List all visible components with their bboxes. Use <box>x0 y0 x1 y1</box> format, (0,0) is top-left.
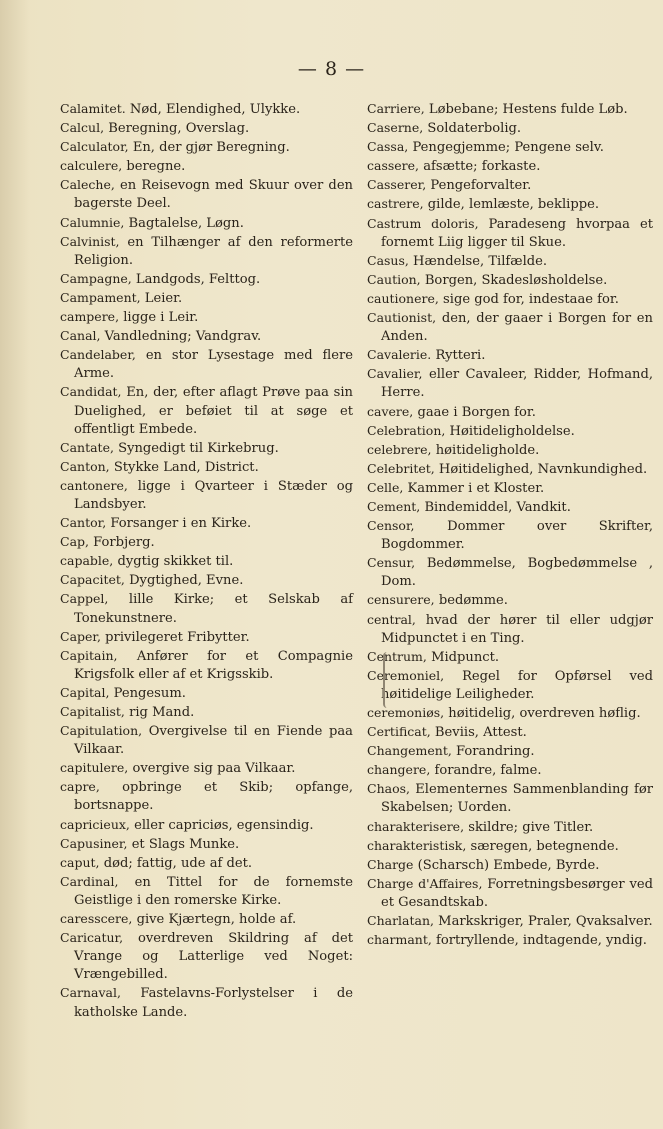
dictionary-entry <box>367 100 653 119</box>
entry-definition: Forretningsbesørger ved et Gesandtskab. <box>381 876 653 910</box>
entry-definition: forandre, falme. <box>434 763 542 779</box>
dictionary-entry <box>367 591 653 610</box>
dictionary-entry <box>60 138 353 157</box>
entry-definition: Midpunct. <box>431 649 500 665</box>
entry-definition: Dygtighed, Evne. <box>129 573 244 589</box>
dictionary-entry <box>60 533 353 552</box>
entry-term: charmant, <box>367 932 432 948</box>
entry-term: Changement, <box>367 743 452 759</box>
entry-definition: dygtig skikket til. <box>117 554 234 570</box>
dictionary-entry <box>60 984 353 1021</box>
entry-term: Capitalist, <box>60 704 125 719</box>
entry-term: Celebritet, <box>367 460 435 476</box>
entry-term: ceremoniøs, <box>367 705 445 720</box>
dictionary-entry <box>367 780 653 817</box>
dictionary-entry <box>367 498 653 517</box>
entry-term: Capitulation, <box>60 723 143 739</box>
dictionary-entry <box>60 157 353 176</box>
entry-definition: lille Kirke; et Selskab af Tonekunstnere. <box>74 592 353 626</box>
dictionary-entry <box>60 759 353 778</box>
dictionary-entry <box>60 628 353 647</box>
entry-term: Cardinal, <box>60 873 119 889</box>
entry-definition: skildre; give Titler. <box>468 819 594 835</box>
entry-term: Charge <box>367 856 414 872</box>
entry-definition: afsætte; forkaste. <box>423 159 541 175</box>
entry-definition: Forsanger i en Kirke. <box>110 516 252 532</box>
entry-term: Censor, <box>367 518 415 534</box>
entry-definition: Soldaterbolig. <box>427 121 522 137</box>
dictionary-entry <box>367 403 653 422</box>
entry-definition: Landgods, Felttog. <box>135 271 261 287</box>
entry-term: Ceremoniel, <box>367 667 445 683</box>
dictionary-entry <box>367 346 653 365</box>
entry-term: Cavalerie. <box>367 347 432 363</box>
dictionary-entry <box>367 761 653 780</box>
dictionary-entry <box>60 214 353 233</box>
dictionary-entry <box>60 289 353 308</box>
entry-definition: bedømme. <box>438 593 508 609</box>
dictionary-entry <box>367 176 653 195</box>
dictionary-entry <box>367 157 653 176</box>
entry-definition: Bedømmelse, Bogbedømmelse , Dom. <box>381 556 653 590</box>
dictionary-entry <box>60 778 353 815</box>
entry-term: cavere, <box>367 403 414 419</box>
dictionary-entry <box>367 290 653 309</box>
entry-term: cautionere, <box>367 290 439 306</box>
entry-definition: Leier. <box>144 290 183 306</box>
entry-definition: eller capriciøs, egensindig. <box>134 817 314 833</box>
dictionary-entry <box>60 176 353 213</box>
entry-term: capitulere, <box>60 760 129 776</box>
entry-term: Capitain, <box>60 647 118 663</box>
dictionary-entry <box>60 327 353 346</box>
dictionary-entry <box>367 365 653 402</box>
entry-term: central, <box>367 611 416 627</box>
entry-definition: ligge i Leir. <box>123 310 199 326</box>
entry-term: censurere, <box>367 592 435 608</box>
entry-definition: Forandring. <box>456 744 535 760</box>
entry-definition: Nød, Elendighed, Ulykke. <box>129 102 301 117</box>
entry-term: capricieux, <box>60 816 130 832</box>
entry-term: Capusiner, <box>60 835 128 851</box>
dictionary-entry <box>60 308 353 327</box>
entry-term: Censur, <box>367 555 416 571</box>
entry-term: charakteristisk, <box>367 837 467 853</box>
entry-term: Candidat, <box>60 384 122 400</box>
dictionary-entry <box>60 910 353 929</box>
entry-definition: et Slags Munke. <box>131 836 240 852</box>
dictionary-entry <box>60 703 353 722</box>
entry-term: capre, <box>60 779 100 795</box>
entry-term: Capital, <box>60 684 110 700</box>
entry-definition: Høitidelighed, Navnkundighed. <box>438 461 648 477</box>
entry-definition: en Reisevogn med Skuur over den bagerste Deel. <box>74 178 353 212</box>
dictionary-entry <box>367 309 653 346</box>
entry-term: Casserer, <box>367 177 427 193</box>
dictionary-entry <box>60 270 353 289</box>
entry-term: capable, <box>60 553 114 569</box>
dictionary-entry <box>60 100 353 119</box>
entry-definition: gilde, lemlæste, beklippe. <box>427 197 600 213</box>
entry-term: calculere, <box>60 158 123 174</box>
entry-definition: Pengegjemme; Pengene selv. <box>412 140 604 156</box>
entry-term: Calvinist, <box>60 233 120 249</box>
entry-term: Calculator, <box>60 139 129 155</box>
entry-definition: Overgivelse til en Fiende paa Vilkaar. <box>74 724 353 758</box>
entry-term: Capacitet, <box>60 572 125 588</box>
entry-definition: Paradeseng hvorpaa et fornemt Liig ligger til Skue. <box>381 216 653 250</box>
entry-term: Charge d'Affaires, <box>367 875 483 891</box>
entry-term: Cap, <box>60 534 89 550</box>
entry-definition: Rytteri. <box>435 348 486 364</box>
entry-definition: Markskriger, Praler, Qvaksalver. <box>438 914 653 930</box>
entry-term: Caution, <box>367 271 421 287</box>
entry-definition: Forbjerg. <box>93 535 155 551</box>
dictionary-entry <box>367 704 653 723</box>
entry-term: Caricatur, <box>60 930 124 946</box>
entry-definition: Borgen, Skadesløsholdelse. <box>424 272 608 288</box>
margin-pencil-mark <box>383 652 395 708</box>
entry-term: Cappel, <box>60 591 109 607</box>
entry-definition: Bagtalelse, Løgn. <box>128 215 244 231</box>
entry-term: Campament, <box>60 289 141 305</box>
entry-term: Cantate, <box>60 439 114 455</box>
dictionary-entry <box>60 233 353 270</box>
dictionary-entry <box>367 441 653 460</box>
entry-definition: Pengesum. <box>113 685 186 701</box>
entry-term: cassere, <box>367 158 420 174</box>
entry-definition: Regel for Opførsel ved høitidelige Leiligheder. <box>381 668 653 702</box>
right-column <box>367 100 653 950</box>
entry-definition: (Scharsch) Embede, Byrde. <box>417 857 600 873</box>
dictionary-entry <box>367 931 653 950</box>
entry-definition: Fastelavns-Forlystelser i de katholske Lande. <box>74 986 353 1020</box>
dictionary-entry <box>60 590 353 627</box>
dictionary-entry <box>367 837 653 856</box>
dictionary-entry <box>60 383 353 438</box>
dictionary-entry <box>367 723 653 742</box>
dictionary-entry <box>367 912 653 931</box>
dictionary-entry <box>60 647 353 684</box>
entry-term: Cautionist, <box>367 310 437 326</box>
entry-term: Calumnie, <box>60 214 125 230</box>
dictionary-entry <box>60 514 353 533</box>
dictionary-entry <box>60 929 353 984</box>
entry-definition: En, der, efter aflagt Prøve paa sin Duelighed, er beføiet til at søge et offentligt Embede. <box>74 385 353 437</box>
entry-term: Calcul, <box>60 120 105 136</box>
entry-definition: særegen, betegnende. <box>470 838 619 854</box>
entry-term: Cement, <box>367 498 421 514</box>
entry-definition: privilegeret Fribytter. <box>105 629 250 645</box>
dictionary-entry <box>367 252 653 271</box>
dictionary-entry <box>367 611 653 648</box>
dictionary-entry <box>60 873 353 910</box>
entry-term: Charlatan, <box>367 913 434 929</box>
entry-definition: død; fattig, ude af det. <box>103 855 253 871</box>
entry-definition: overdreven Skildring af det Vrange og Latterlige ved Noget: Vrængebilled. <box>74 931 353 983</box>
entry-definition: høitideligholde. <box>435 442 540 458</box>
dictionary-entry <box>60 119 353 138</box>
entry-term: Caserne, <box>367 120 424 136</box>
dictionary-entry <box>367 119 653 138</box>
entry-term: Cavalier, <box>367 366 423 382</box>
entry-term: Calamitet. <box>60 101 126 116</box>
dictionary-entry <box>60 439 353 458</box>
entry-term: campere, <box>60 309 120 325</box>
entry-definition: En, der gjør Beregning. <box>132 140 290 156</box>
entry-definition: overgive sig paa Vilkaar. <box>132 761 296 777</box>
dictionary-entry <box>60 835 353 854</box>
dictionary-entry <box>367 138 653 157</box>
entry-definition: give Kjærtegn, holde af. <box>136 912 297 928</box>
entry-definition: Vandledning; Vandgrav. <box>104 329 262 345</box>
entry-term: castrere, <box>367 196 424 212</box>
entry-term: Chaos, <box>367 781 410 797</box>
dictionary-entry <box>367 215 653 252</box>
dictionary-entry <box>367 648 653 667</box>
entry-definition: sige god for, indestaae for. <box>443 291 619 307</box>
entry-definition: Høitideligholdelse. <box>449 423 575 439</box>
dictionary-entry <box>60 816 353 835</box>
entry-term: Canal, <box>60 328 101 344</box>
entry-definition: Stykke Land, District. <box>113 459 259 475</box>
entry-term: Caper, <box>60 628 101 644</box>
entry-term: Candelaber, <box>60 347 136 363</box>
entry-definition: en stor Lysestage med flere Arme. <box>74 348 353 382</box>
entry-definition: Beviis, Attest. <box>434 725 527 741</box>
dictionary-entry <box>60 854 353 873</box>
entry-definition: en Tilhænger af den reformerte Religion. <box>74 234 353 268</box>
entry-term: Carriere, <box>367 101 425 116</box>
entry-term: Castrum doloris, <box>367 215 479 231</box>
entry-term: Campagne, <box>60 270 132 286</box>
dictionary-entry <box>367 479 653 498</box>
left-column <box>60 100 353 1022</box>
dictionary-entry <box>367 271 653 290</box>
entry-definition: eller Cavaleer, Ridder, Hofmand, Herre. <box>381 367 653 401</box>
dictionary-entry <box>367 517 653 554</box>
dictionary-entry <box>60 571 353 590</box>
entry-definition: Pengeforvalter. <box>430 178 532 194</box>
entry-definition: Syngedigt til Kirkebrug. <box>118 440 279 456</box>
entry-term: changere, <box>367 762 431 778</box>
entry-definition: Beregning, Overslag. <box>108 121 250 137</box>
entry-definition: Løbebane; Hestens fulde Løb. <box>428 102 628 117</box>
entry-definition: Elementernes Sammenblanding før Skabelsen; Uorden. <box>381 782 653 816</box>
entry-term: Celebration, <box>367 422 446 438</box>
entry-definition: den, der gaaer i Borgen for en Anden. <box>381 311 653 345</box>
dictionary-entry <box>367 195 653 214</box>
entry-definition: rig Mand. <box>129 705 195 720</box>
page-number: — 8 — <box>297 58 366 80</box>
entry-term: cantonere, <box>60 477 128 493</box>
entry-definition: en Tittel for de fornemste Geistlige i den romerske Kirke. <box>74 874 353 908</box>
dictionary-entry <box>60 722 353 759</box>
entry-term: Certificat, <box>367 724 431 740</box>
entry-term: Cantor, <box>60 515 107 531</box>
entry-term: Celle, <box>367 479 404 495</box>
dictionary-entry <box>367 856 653 875</box>
entry-term: celebrere, <box>367 441 432 457</box>
entry-definition: Dommer over Skrifter, Bogdommer. <box>381 519 653 553</box>
entry-definition: Hændelse, Tilfælde. <box>413 253 548 269</box>
dictionary-entry <box>60 346 353 383</box>
entry-definition: hvad der hører til eller udgjør Midpunctet i en Ting. <box>381 612 653 646</box>
entry-term: Cassa, <box>367 139 409 155</box>
entry-term: charakterisere, <box>367 818 465 834</box>
entry-definition: Kammer i et Kloster. <box>407 480 545 496</box>
dictionary-entry <box>60 477 353 514</box>
dictionary-entry <box>367 667 653 704</box>
entry-definition: høitidelig, overdreven høflig. <box>448 706 641 721</box>
entry-term: Casus, <box>367 252 409 268</box>
entry-definition: Anfører for et Compagnie Krigsfolk eller af et Krigsskib. <box>74 648 353 682</box>
entry-definition: fortryllende, indtagende, yndig. <box>436 933 647 949</box>
dictionary-entry <box>367 875 653 912</box>
dictionary-entry <box>60 552 353 571</box>
entry-definition: beregne. <box>126 159 186 175</box>
entry-term: Carnaval, <box>60 985 121 1001</box>
dictionary-entry <box>367 742 653 761</box>
entry-term: caresscere, <box>60 911 133 927</box>
dictionary-entry <box>60 684 353 703</box>
entry-term: Caleche, <box>60 177 115 193</box>
entry-term: caput, <box>60 854 100 870</box>
dictionary-entry <box>367 818 653 837</box>
dictionary-entry <box>60 458 353 477</box>
entry-definition: gaae i Borgen for. <box>417 404 536 420</box>
entry-definition: opbringe et Skib; opfange, bortsnappe. <box>74 780 353 814</box>
entry-term: Canton, <box>60 458 110 474</box>
entry-definition: ligge i Qvarteer i Stæder og Landsbyer. <box>74 478 354 512</box>
entry-term: Centrum, <box>367 648 427 664</box>
dictionary-entry <box>367 460 653 479</box>
dictionary-entry <box>367 554 653 591</box>
entry-definition: Bindemiddel, Vandkit. <box>424 499 571 515</box>
dictionary-entry <box>367 422 653 441</box>
